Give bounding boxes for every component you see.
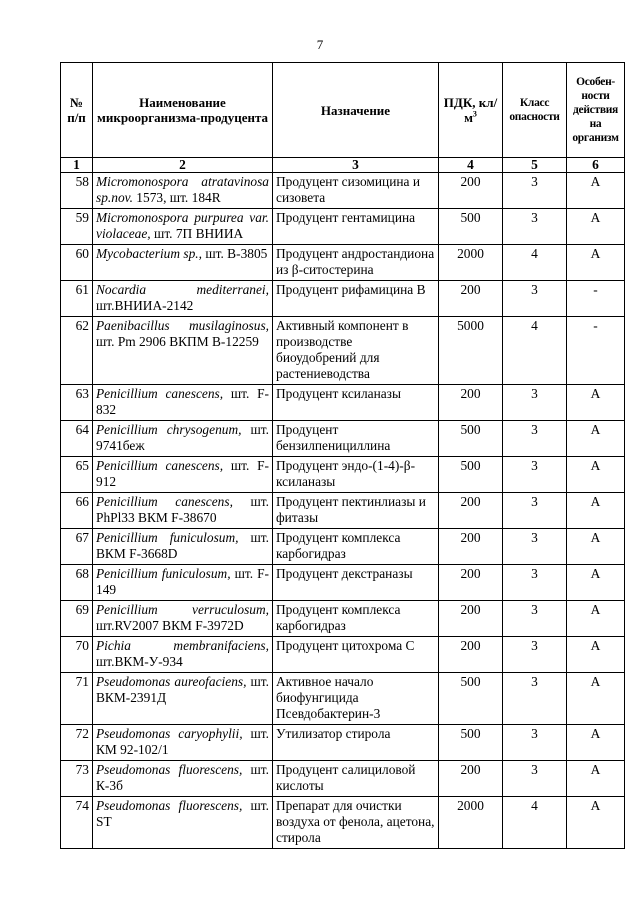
organism-latin-name: Pichia membranifaciens, bbox=[96, 638, 269, 653]
effect-cell: А bbox=[567, 761, 625, 797]
organism-strain: шт. ST bbox=[96, 798, 269, 829]
purpose-cell: Продуцент рифамицина В bbox=[273, 281, 439, 317]
purpose-cell: Продуцент сизомицина и сизовета bbox=[273, 173, 439, 209]
pdk-cell: 2000 bbox=[439, 245, 503, 281]
row-number: 68 bbox=[61, 565, 93, 601]
hazard-class-cell: 3 bbox=[503, 173, 567, 209]
header-pdk bbox=[439, 63, 503, 158]
hazard-class-cell: 3 bbox=[503, 281, 567, 317]
row-number: 66 bbox=[61, 493, 93, 529]
organism-strain: шт. 7П ВНИИА bbox=[150, 226, 244, 241]
header-hazard-class: Класс опасности bbox=[503, 63, 567, 158]
pdk-cell: 200 bbox=[439, 173, 503, 209]
effect-cell: А bbox=[567, 421, 625, 457]
table-row bbox=[61, 385, 625, 421]
hazard-class-cell: 3 bbox=[503, 421, 567, 457]
organism-cell bbox=[93, 601, 273, 637]
effect-cell: А bbox=[567, 457, 625, 493]
organism-cell bbox=[93, 421, 273, 457]
hazard-class-cell: 4 bbox=[503, 797, 567, 849]
purpose-cell: Продуцент ксиланазы bbox=[273, 385, 439, 421]
organism-strain: 1573, шт. 184R bbox=[132, 190, 221, 205]
organism-cell bbox=[93, 797, 273, 849]
purpose-cell: Продуцент эндо-(1-4)-β-ксиланазы bbox=[273, 457, 439, 493]
organism-strain: шт. В-3805 bbox=[201, 246, 268, 261]
purpose-cell: Продуцент пектинлиазы и фитазы bbox=[273, 493, 439, 529]
organism-latin-name: Micromonospora purpurea var. violaceae, bbox=[96, 210, 269, 241]
table-row bbox=[61, 281, 625, 317]
row-number: 70 bbox=[61, 637, 93, 673]
organism-strain: шт.RV2007 ВКМ F-3972D bbox=[96, 618, 244, 633]
organism-latin-name: Pseudomonas caryophylii, bbox=[96, 726, 243, 741]
organism-strain: шт. F-149 bbox=[96, 566, 270, 597]
table-row bbox=[61, 317, 625, 385]
purpose-cell: Продуцент комплекса карбогидраз bbox=[273, 529, 439, 565]
table-row bbox=[61, 457, 625, 493]
effect-cell: А bbox=[567, 637, 625, 673]
column-number: 1 bbox=[61, 158, 93, 173]
header-pdk-text: ПДК, кл/м bbox=[443, 95, 498, 125]
organism-strain: шт. КМ 92-102/1 bbox=[96, 726, 269, 757]
pdk-cell: 2000 bbox=[439, 797, 503, 849]
pdk-cell: 5000 bbox=[439, 317, 503, 385]
hazard-class-cell: 3 bbox=[503, 601, 567, 637]
hazard-class-cell: 3 bbox=[503, 493, 567, 529]
table-row bbox=[61, 601, 625, 637]
row-number: 71 bbox=[61, 673, 93, 725]
header-row bbox=[61, 63, 625, 158]
row-number: 72 bbox=[61, 725, 93, 761]
effect-cell: А bbox=[567, 245, 625, 281]
pdk-cell: 200 bbox=[439, 761, 503, 797]
pdk-cell: 200 bbox=[439, 385, 503, 421]
organism-strain: шт. ВКМ-2391Д bbox=[96, 674, 269, 705]
purpose-cell: Продуцент цитохрома С bbox=[273, 637, 439, 673]
pdk-cell: 500 bbox=[439, 673, 503, 725]
row-number: 60 bbox=[61, 245, 93, 281]
organism-strain: шт. Рm 2906 ВКПМ В-12259 bbox=[96, 334, 259, 349]
hazard-class-cell: 3 bbox=[503, 761, 567, 797]
pdk-cell: 200 bbox=[439, 637, 503, 673]
pdk-cell: 500 bbox=[439, 457, 503, 493]
organism-strain: шт.ВНИИА-2142 bbox=[96, 298, 194, 313]
row-number: 65 bbox=[61, 457, 93, 493]
pdk-cell: 200 bbox=[439, 281, 503, 317]
pdk-cell: 500 bbox=[439, 209, 503, 245]
pdk-cell: 500 bbox=[439, 725, 503, 761]
pdk-cell: 200 bbox=[439, 529, 503, 565]
purpose-cell: Продуцент салициловой кислоты bbox=[273, 761, 439, 797]
organism-strain: шт. PhPl33 ВКМ F-38670 bbox=[96, 494, 269, 525]
organism-cell bbox=[93, 317, 273, 385]
table-row bbox=[61, 797, 625, 849]
table-row bbox=[61, 529, 625, 565]
effect-cell: А bbox=[567, 673, 625, 725]
organism-latin-name: Penicillium verruculosum, bbox=[96, 602, 269, 617]
organism-cell bbox=[93, 565, 273, 601]
effect-cell: А bbox=[567, 797, 625, 849]
effect-cell: А bbox=[567, 601, 625, 637]
effect-cell: - bbox=[567, 317, 625, 385]
organism-cell bbox=[93, 245, 273, 281]
hazard-class-cell: 4 bbox=[503, 317, 567, 385]
pdk-cell: 200 bbox=[439, 493, 503, 529]
column-number: 6 bbox=[567, 158, 625, 173]
effect-cell: А bbox=[567, 385, 625, 421]
purpose-cell: Активный компонент в производстве биоудобрений для растениеводства bbox=[273, 317, 439, 385]
organism-cell bbox=[93, 457, 273, 493]
pdk-cell: 200 bbox=[439, 601, 503, 637]
organism-latin-name: Penicillium canescens, bbox=[96, 494, 233, 509]
purpose-cell: Продуцент гентамицина bbox=[273, 209, 439, 245]
hazard-class-cell: 3 bbox=[503, 209, 567, 245]
table-row bbox=[61, 637, 625, 673]
pdk-cell: 500 bbox=[439, 421, 503, 457]
effect-cell: А bbox=[567, 173, 625, 209]
table-row bbox=[61, 673, 625, 725]
table-row bbox=[61, 725, 625, 761]
hazard-class-cell: 3 bbox=[503, 565, 567, 601]
effect-cell: А bbox=[567, 209, 625, 245]
organism-cell bbox=[93, 209, 273, 245]
header-effect: Особен-ности действия на организм bbox=[567, 63, 625, 158]
organism-latin-name: Mycobacterium sp., bbox=[96, 246, 202, 261]
organism-latin-name: Penicillium chrysogenum, bbox=[96, 422, 242, 437]
row-number: 73 bbox=[61, 761, 93, 797]
hazard-class-cell: 3 bbox=[503, 673, 567, 725]
organism-cell bbox=[93, 529, 273, 565]
organism-strain: шт. ВКМ F-3668D bbox=[96, 530, 269, 561]
purpose-cell: Продуцент бензилпенициллина bbox=[273, 421, 439, 457]
organism-latin-name: Micromonospora atratavinosa sp.nov. bbox=[96, 174, 269, 205]
organism-strain: шт. F-912 bbox=[96, 458, 269, 489]
organism-strain: шт. К-3б bbox=[96, 762, 269, 793]
row-number: 62 bbox=[61, 317, 93, 385]
organism-cell bbox=[93, 385, 273, 421]
organism-latin-name: Pseudomonas fluorescens, bbox=[96, 798, 243, 813]
header-organism: Наименование микроорганизма-продуцента bbox=[93, 63, 273, 158]
purpose-cell: Продуцент комплекса карбогидраз bbox=[273, 601, 439, 637]
effect-cell: А bbox=[567, 725, 625, 761]
organism-cell bbox=[93, 173, 273, 209]
row-number: 67 bbox=[61, 529, 93, 565]
row-number: 58 bbox=[61, 173, 93, 209]
purpose-cell: Препарат для очистки воздуха от фенола, ацетона, стирола bbox=[273, 797, 439, 849]
column-number: 4 bbox=[439, 158, 503, 173]
column-number: 2 bbox=[93, 158, 273, 173]
column-number-row bbox=[61, 158, 625, 173]
organism-strain: шт.ВКМ-У-934 bbox=[96, 654, 183, 669]
hazard-class-cell: 3 bbox=[503, 385, 567, 421]
organism-latin-name: Penicillium funiculosum, bbox=[96, 566, 231, 581]
row-number: 59 bbox=[61, 209, 93, 245]
organism-cell bbox=[93, 493, 273, 529]
hazard-class-cell: 3 bbox=[503, 457, 567, 493]
header-pdk-sup: 3 bbox=[472, 109, 477, 119]
column-number: 3 bbox=[273, 158, 439, 173]
organism-latin-name: Pseudomonas fluorescens, bbox=[96, 762, 243, 777]
purpose-cell: Активное начало биофунгицида Псевдобактерин-3 bbox=[273, 673, 439, 725]
table-row bbox=[61, 493, 625, 529]
hazard-class-cell: 3 bbox=[503, 725, 567, 761]
row-number: 74 bbox=[61, 797, 93, 849]
organism-cell bbox=[93, 725, 273, 761]
organism-strain: шт. 9741беж bbox=[96, 422, 269, 453]
organism-latin-name: Penicillium funiculosum, bbox=[96, 530, 239, 545]
organism-latin-name: Pseudomonas aureofaciens, bbox=[96, 674, 247, 689]
organism-strain: шт. F-832 bbox=[96, 386, 269, 417]
hazard-class-cell: 3 bbox=[503, 637, 567, 673]
table-row bbox=[61, 173, 625, 209]
table-row bbox=[61, 245, 625, 281]
column-number: 5 bbox=[503, 158, 567, 173]
organism-cell bbox=[93, 761, 273, 797]
header-number: № п/п bbox=[61, 63, 93, 158]
organism-latin-name: Paenibacillus musilaginosus, bbox=[96, 318, 269, 333]
row-number: 63 bbox=[61, 385, 93, 421]
producer-table bbox=[60, 62, 625, 849]
page-number: 7 bbox=[316, 37, 324, 52]
organism-cell bbox=[93, 281, 273, 317]
row-number: 61 bbox=[61, 281, 93, 317]
effect-cell: А bbox=[567, 529, 625, 565]
table-row bbox=[61, 565, 625, 601]
effect-cell: А bbox=[567, 565, 625, 601]
table-row bbox=[61, 209, 625, 245]
organism-latin-name: Penicillium canescens, bbox=[96, 458, 224, 473]
purpose-cell: Утилизатор стирола bbox=[273, 725, 439, 761]
effect-cell: А bbox=[567, 493, 625, 529]
organism-latin-name: Nocardia mediterranei, bbox=[96, 282, 269, 297]
pdk-cell: 200 bbox=[439, 565, 503, 601]
organism-cell bbox=[93, 637, 273, 673]
hazard-class-cell: 3 bbox=[503, 529, 567, 565]
purpose-cell: Продуцент андростандиона из β-ситостерина bbox=[273, 245, 439, 281]
effect-cell: - bbox=[567, 281, 625, 317]
table-row bbox=[61, 421, 625, 457]
organism-cell bbox=[93, 673, 273, 725]
table-row bbox=[61, 761, 625, 797]
purpose-cell: Продуцент декстраназы bbox=[273, 565, 439, 601]
row-number: 64 bbox=[61, 421, 93, 457]
row-number: 69 bbox=[61, 601, 93, 637]
header-purpose: Назначение bbox=[273, 63, 439, 158]
hazard-class-cell: 4 bbox=[503, 245, 567, 281]
organism-latin-name: Penicillium canescens, bbox=[96, 386, 224, 401]
